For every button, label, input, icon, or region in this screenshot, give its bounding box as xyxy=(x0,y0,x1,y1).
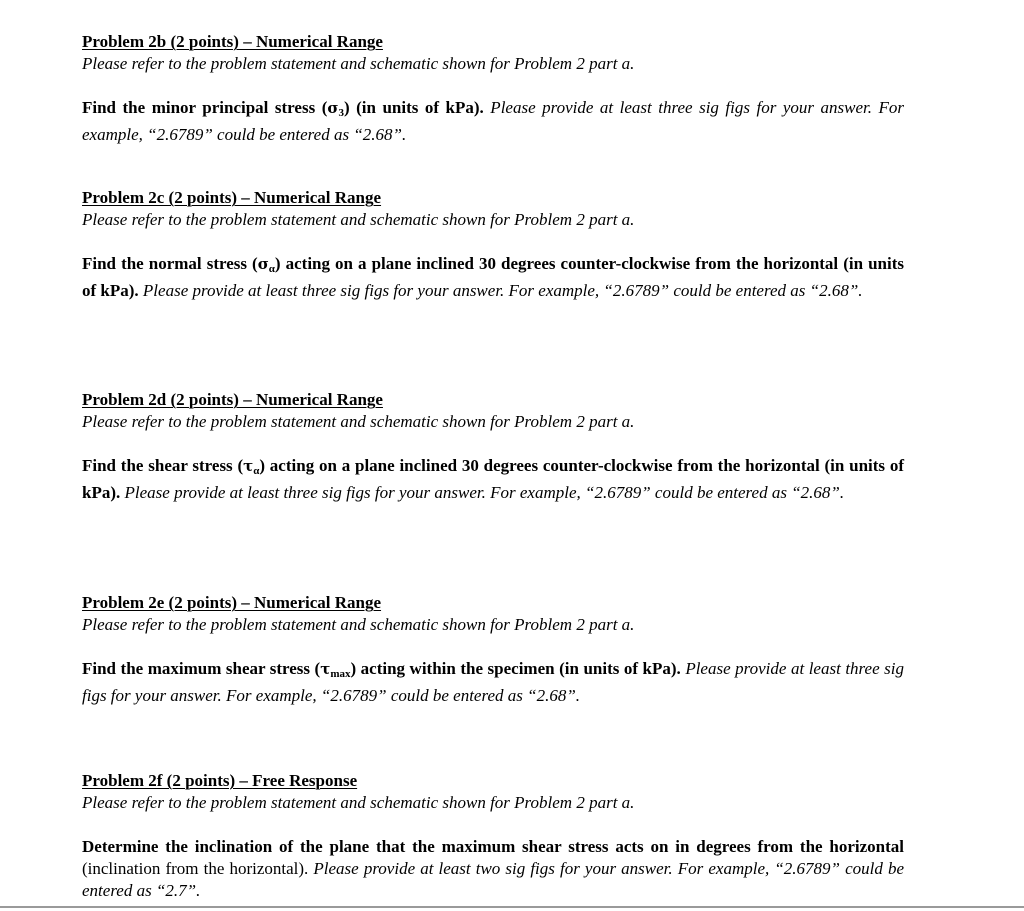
problem-heading: Problem 2e (2 points) – Numerical Range xyxy=(82,593,382,612)
refer-text: Please refer to the problem statement and schematic shown for Problem 2 part a. xyxy=(82,615,635,634)
problem-heading: Problem 2b (2 points) – Numerical Range xyxy=(82,32,383,51)
question-instructions: Please provide at least three sig figs for your answer. For example, “2.6789” could be entered as “2.68”. xyxy=(120,483,845,502)
stress-symbol: σ xyxy=(327,99,339,117)
stress-subscript: 3 xyxy=(338,107,344,119)
problem-2d xyxy=(82,389,904,504)
problem-2c xyxy=(82,187,904,302)
question-bold-end: ) acting on a plane inclined 30 degrees counter-clockwise from the horizontal (in units of kPa). xyxy=(82,254,904,300)
refer-text: Please refer to the problem statement and schematic shown for Problem 2 part a. xyxy=(82,793,635,812)
stress-symbol: σ xyxy=(257,255,269,273)
question-plain: (inclination from the horizontal). xyxy=(82,859,309,878)
question-bold-end: ) acting within the specimen (in units of kPa). xyxy=(350,659,681,678)
question-text xyxy=(82,836,904,902)
stress-subscript: α xyxy=(253,465,260,477)
stress-subscript: α xyxy=(268,263,275,275)
question-bold-start: Determine the inclination of the plane that the maximum shear stress acts on in degrees from the horizontal xyxy=(82,837,904,856)
question-text xyxy=(82,97,904,146)
problem-2b xyxy=(82,31,904,146)
question-instructions: Please provide at least three sig figs for your answer. For example, “2.6789” could be entered as “2.68”. xyxy=(82,98,904,144)
question-text xyxy=(82,253,904,302)
question-instructions: Please provide at least three sig figs for your answer. For example, “2.6789” could be entered as “2.68”. xyxy=(82,659,904,705)
question-instructions: Please provide at least three sig figs for your answer. For example, “2.6789” could be entered as “2.68”. xyxy=(138,281,863,300)
question-instructions: Please provide at least two sig figs for your answer. For example, “2.6789” could be entered as “2.7”. xyxy=(82,859,905,900)
stress-symbol: τ xyxy=(243,457,254,475)
question-bold-end: ) (in units of kPa). xyxy=(343,98,484,117)
page-bottom-divider xyxy=(0,906,1024,908)
refer-text: Please refer to the problem statement and schematic shown for Problem 2 part a. xyxy=(82,412,635,431)
stress-subscript: max xyxy=(330,668,351,680)
question-bold-start: Find the maximum shear stress ( xyxy=(82,659,321,678)
problem-heading: Problem 2f (2 points) – Free Response xyxy=(82,771,358,790)
refer-text: Please refer to the problem statement and schematic shown for Problem 2 part a. xyxy=(82,210,635,229)
problem-2f xyxy=(82,770,904,902)
refer-text: Please refer to the problem statement and schematic shown for Problem 2 part a. xyxy=(82,54,635,73)
problem-heading: Problem 2d (2 points) – Numerical Range xyxy=(82,390,383,409)
stress-symbol: τ xyxy=(320,660,331,678)
problem-2e xyxy=(82,592,904,707)
question-bold-end: ) acting on a plane inclined 30 degrees counter-clockwise from the horizontal (in units of kPa). xyxy=(82,456,904,502)
question-bold-start: Find the normal stress ( xyxy=(82,254,258,273)
question-text xyxy=(82,658,904,707)
problem-heading: Problem 2c (2 points) – Numerical Range xyxy=(82,188,382,207)
question-bold-start: Find the minor principal stress ( xyxy=(82,98,328,117)
question-text xyxy=(82,455,904,504)
question-bold-start: Find the shear stress ( xyxy=(82,456,244,475)
